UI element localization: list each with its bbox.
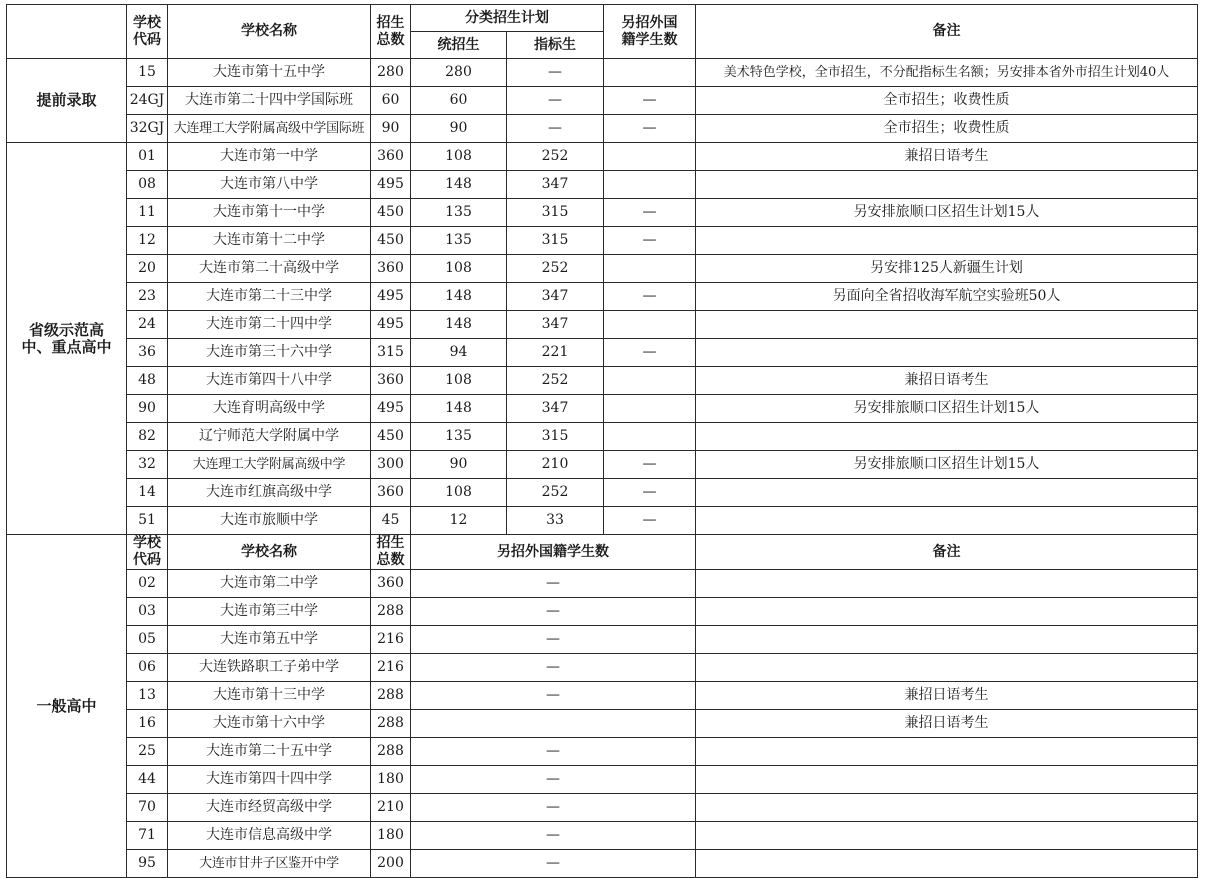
foreign-count: — bbox=[411, 654, 696, 682]
note bbox=[696, 339, 1198, 367]
total-count: 360 bbox=[371, 570, 411, 598]
unified-count: 148 bbox=[411, 311, 507, 339]
total-count: 495 bbox=[371, 395, 411, 423]
school-name: 大连市第五中学 bbox=[168, 626, 371, 654]
school-name: 大连市第八中学 bbox=[168, 171, 371, 199]
early-row bbox=[7, 87, 1198, 115]
foreign-count bbox=[604, 367, 696, 395]
total-count: 495 bbox=[371, 311, 411, 339]
foreign-count bbox=[604, 395, 696, 423]
school-name: 大连理工大学附属高级中学 bbox=[168, 451, 371, 479]
school-code: 24 bbox=[127, 311, 168, 339]
key-school-row bbox=[7, 395, 1198, 423]
foreign-count bbox=[604, 171, 696, 199]
foreign-header: 另招外国 籍学生数 bbox=[604, 5, 696, 59]
general-school-row bbox=[7, 766, 1198, 794]
school-code: 14 bbox=[127, 479, 168, 507]
quota-count: 33 bbox=[507, 507, 604, 535]
school-name: 大连市第二十三中学 bbox=[168, 283, 371, 311]
unified-count: 148 bbox=[411, 283, 507, 311]
school-code: 32 bbox=[127, 451, 168, 479]
total-count: 360 bbox=[371, 255, 411, 283]
key-school-row bbox=[7, 507, 1198, 535]
note bbox=[696, 479, 1198, 507]
total-count: 360 bbox=[371, 367, 411, 395]
note bbox=[696, 598, 1198, 626]
school-name: 大连市第十二中学 bbox=[168, 227, 371, 255]
early-row bbox=[7, 59, 1198, 87]
quota-count: — bbox=[507, 59, 604, 87]
note bbox=[696, 570, 1198, 598]
total-count: 288 bbox=[371, 598, 411, 626]
unified-count: 135 bbox=[411, 423, 507, 451]
foreign-count: — bbox=[604, 339, 696, 367]
foreign-count: — bbox=[604, 227, 696, 255]
total-count: 90 bbox=[371, 115, 411, 143]
school-name: 大连市甘井子区鉴开中学 bbox=[168, 850, 371, 878]
school-code: 82 bbox=[127, 423, 168, 451]
unified-count: 148 bbox=[411, 171, 507, 199]
foreign-count: — bbox=[411, 766, 696, 794]
key-school-row bbox=[7, 479, 1198, 507]
school-code: 95 bbox=[127, 850, 168, 878]
foreign-count: — bbox=[411, 626, 696, 654]
foreign-count bbox=[604, 255, 696, 283]
school-name: 大连市经贸高级中学 bbox=[168, 794, 371, 822]
school-code: 25 bbox=[127, 738, 168, 766]
school-name: 大连市第二十四中学 bbox=[168, 311, 371, 339]
school-code: 44 bbox=[127, 766, 168, 794]
total-count: 180 bbox=[371, 766, 411, 794]
foreign-count bbox=[604, 143, 696, 171]
foreign-count bbox=[604, 59, 696, 87]
header-row bbox=[7, 5, 1198, 32]
unified-count: 108 bbox=[411, 143, 507, 171]
total-count: 450 bbox=[371, 227, 411, 255]
total-header: 招生 总数 bbox=[371, 5, 411, 59]
total-count: 180 bbox=[371, 822, 411, 850]
note bbox=[696, 738, 1198, 766]
school-name: 大连市第三中学 bbox=[168, 598, 371, 626]
name-header: 学校名称 bbox=[168, 535, 371, 570]
code-header: 学校 代码 bbox=[127, 5, 168, 59]
note: 美术特色学校，全市招生，不分配指标生名额；另安排本省外市招生计划40人 bbox=[696, 59, 1198, 87]
foreign-count: — bbox=[411, 598, 696, 626]
category-key: 省级示范高 中、重点高中 bbox=[7, 143, 127, 535]
quota-count: 221 bbox=[507, 339, 604, 367]
early-row bbox=[7, 115, 1198, 143]
school-name: 大连市第二十五中学 bbox=[168, 738, 371, 766]
total-count: 495 bbox=[371, 171, 411, 199]
note bbox=[696, 654, 1198, 682]
school-name: 大连市信息高级中学 bbox=[168, 822, 371, 850]
total-count: 210 bbox=[371, 794, 411, 822]
note bbox=[696, 794, 1198, 822]
key-school-row bbox=[7, 339, 1198, 367]
total-count: 45 bbox=[371, 507, 411, 535]
total-count: 288 bbox=[371, 738, 411, 766]
foreign-count: — bbox=[604, 283, 696, 311]
total-count: 360 bbox=[371, 143, 411, 171]
foreign-count: — bbox=[604, 479, 696, 507]
total-count: 495 bbox=[371, 283, 411, 311]
unified-count: 148 bbox=[411, 395, 507, 423]
school-name: 大连市第四十八中学 bbox=[168, 367, 371, 395]
total-count: 360 bbox=[371, 479, 411, 507]
total-header: 招生 总数 bbox=[371, 535, 411, 570]
school-code: 15 bbox=[127, 59, 168, 87]
school-code: 02 bbox=[127, 570, 168, 598]
quota-count: 210 bbox=[507, 451, 604, 479]
foreign-count: — bbox=[411, 682, 696, 710]
unified-count: 108 bbox=[411, 255, 507, 283]
note bbox=[696, 850, 1198, 878]
note bbox=[696, 227, 1198, 255]
key-school-row bbox=[7, 171, 1198, 199]
total-count: 315 bbox=[371, 339, 411, 367]
school-name: 大连理工大学附属高级中学国际班 bbox=[168, 115, 371, 143]
quota-count: 347 bbox=[507, 283, 604, 311]
school-code: 11 bbox=[127, 199, 168, 227]
note: 另面向全省招收海军航空实验班50人 bbox=[696, 283, 1198, 311]
total-count: 216 bbox=[371, 654, 411, 682]
school-code: 71 bbox=[127, 822, 168, 850]
foreign-count: — bbox=[604, 87, 696, 115]
school-code: 23 bbox=[127, 283, 168, 311]
general-school-row bbox=[7, 626, 1198, 654]
quota-count: — bbox=[507, 87, 604, 115]
key-school-row bbox=[7, 311, 1198, 339]
note: 兼招日语考生 bbox=[696, 143, 1198, 171]
quota-count: 315 bbox=[507, 199, 604, 227]
note: 另安排旅顺口区招生计划15人 bbox=[696, 199, 1198, 227]
quota-count: 252 bbox=[507, 255, 604, 283]
quota-count: 315 bbox=[507, 227, 604, 255]
general-school-row bbox=[7, 738, 1198, 766]
key-school-row bbox=[7, 255, 1198, 283]
unified-count: 90 bbox=[411, 451, 507, 479]
total-count: 450 bbox=[371, 423, 411, 451]
school-code: 90 bbox=[127, 395, 168, 423]
foreign-count bbox=[604, 423, 696, 451]
school-name: 大连市第十六中学 bbox=[168, 710, 371, 738]
name-header: 学校名称 bbox=[168, 5, 371, 59]
school-name: 大连铁路职工子弟中学 bbox=[168, 654, 371, 682]
unified-header: 统招生 bbox=[411, 32, 507, 59]
foreign-count: — bbox=[411, 738, 696, 766]
general-school-row bbox=[7, 850, 1198, 878]
note: 全市招生；收费性质 bbox=[696, 87, 1198, 115]
school-code: 03 bbox=[127, 598, 168, 626]
school-name: 大连市第三十六中学 bbox=[168, 339, 371, 367]
foreign-count: — bbox=[411, 850, 696, 878]
school-code: 32GJ bbox=[127, 115, 168, 143]
school-code: 13 bbox=[127, 682, 168, 710]
general-school-row bbox=[7, 598, 1198, 626]
foreign-count: — bbox=[604, 451, 696, 479]
school-name: 大连市第十一中学 bbox=[168, 199, 371, 227]
school-code: 48 bbox=[127, 367, 168, 395]
school-code: 08 bbox=[127, 171, 168, 199]
note bbox=[696, 626, 1198, 654]
total-count: 60 bbox=[371, 87, 411, 115]
unified-count: 280 bbox=[411, 59, 507, 87]
enrollment-plan-table bbox=[6, 4, 1198, 878]
school-code: 51 bbox=[127, 507, 168, 535]
general-school-row bbox=[7, 654, 1198, 682]
quota-count: 347 bbox=[507, 311, 604, 339]
category-early: 提前录取 bbox=[7, 59, 127, 143]
school-code: 70 bbox=[127, 794, 168, 822]
school-name: 辽宁师范大学附属中学 bbox=[168, 423, 371, 451]
school-code: 05 bbox=[127, 626, 168, 654]
school-name: 大连市第四十四中学 bbox=[168, 766, 371, 794]
quota-count: 347 bbox=[507, 395, 604, 423]
school-name: 大连市旅顺中学 bbox=[168, 507, 371, 535]
category-general: 一般高中 bbox=[7, 535, 127, 878]
total-count: 216 bbox=[371, 626, 411, 654]
notes-header: 备注 bbox=[696, 535, 1198, 570]
school-name: 大连市第十五中学 bbox=[168, 59, 371, 87]
foreign-header: 另招外国籍学生数 bbox=[411, 535, 696, 570]
key-school-row bbox=[7, 199, 1198, 227]
general-school-row bbox=[7, 710, 1198, 738]
note bbox=[696, 822, 1198, 850]
unified-count: 135 bbox=[411, 227, 507, 255]
note: 兼招日语考生 bbox=[696, 710, 1198, 738]
quota-count: 252 bbox=[507, 143, 604, 171]
quota-count: 252 bbox=[507, 367, 604, 395]
foreign-count: — bbox=[411, 570, 696, 598]
note: 兼招日语考生 bbox=[696, 367, 1198, 395]
foreign-count bbox=[411, 710, 696, 738]
category-header-cell bbox=[7, 5, 127, 59]
general-school-row bbox=[7, 682, 1198, 710]
unified-count: 108 bbox=[411, 479, 507, 507]
quota-header: 指标生 bbox=[507, 32, 604, 59]
total-count: 300 bbox=[371, 451, 411, 479]
note: 另安排125人新疆生计划 bbox=[696, 255, 1198, 283]
unified-count: 108 bbox=[411, 367, 507, 395]
school-name: 大连市第二十四中学国际班 bbox=[168, 87, 371, 115]
code-header: 学校 代码 bbox=[127, 535, 168, 570]
key-school-row bbox=[7, 227, 1198, 255]
note bbox=[696, 311, 1198, 339]
school-code: 12 bbox=[127, 227, 168, 255]
general-school-row bbox=[7, 794, 1198, 822]
quota-count: — bbox=[507, 115, 604, 143]
school-name: 大连市第一中学 bbox=[168, 143, 371, 171]
foreign-count: — bbox=[604, 199, 696, 227]
general-school-row bbox=[7, 822, 1198, 850]
school-code: 16 bbox=[127, 710, 168, 738]
school-code: 01 bbox=[127, 143, 168, 171]
key-school-row bbox=[7, 423, 1198, 451]
note: 另安排旅顺口区招生计划15人 bbox=[696, 451, 1198, 479]
school-code: 20 bbox=[127, 255, 168, 283]
total-count: 280 bbox=[371, 59, 411, 87]
note bbox=[696, 171, 1198, 199]
foreign-count: — bbox=[411, 794, 696, 822]
quota-count: 252 bbox=[507, 479, 604, 507]
foreign-count: — bbox=[604, 507, 696, 535]
foreign-count: — bbox=[604, 115, 696, 143]
school-code: 06 bbox=[127, 654, 168, 682]
quota-count: 347 bbox=[507, 171, 604, 199]
quota-count: 315 bbox=[507, 423, 604, 451]
key-school-row bbox=[7, 143, 1198, 171]
total-count: 288 bbox=[371, 682, 411, 710]
total-count: 288 bbox=[371, 710, 411, 738]
note: 另安排旅顺口区招生计划15人 bbox=[696, 395, 1198, 423]
unified-count: 12 bbox=[411, 507, 507, 535]
note bbox=[696, 507, 1198, 535]
notes-header: 备注 bbox=[696, 5, 1198, 59]
note: 全市招生；收费性质 bbox=[696, 115, 1198, 143]
plan-header: 分类招生计划 bbox=[411, 5, 604, 32]
note: 兼招日语考生 bbox=[696, 682, 1198, 710]
school-name: 大连市第二十高级中学 bbox=[168, 255, 371, 283]
key-school-row bbox=[7, 451, 1198, 479]
total-count: 450 bbox=[371, 199, 411, 227]
note bbox=[696, 423, 1198, 451]
key-school-row bbox=[7, 367, 1198, 395]
school-name: 大连市第二中学 bbox=[168, 570, 371, 598]
school-code: 36 bbox=[127, 339, 168, 367]
general-school-row bbox=[7, 570, 1198, 598]
key-school-row bbox=[7, 283, 1198, 311]
foreign-count bbox=[604, 311, 696, 339]
unified-count: 94 bbox=[411, 339, 507, 367]
school-name: 大连育明高级中学 bbox=[168, 395, 371, 423]
note bbox=[696, 766, 1198, 794]
foreign-count: — bbox=[411, 822, 696, 850]
unified-count: 135 bbox=[411, 199, 507, 227]
unified-count: 60 bbox=[411, 87, 507, 115]
school-code: 24GJ bbox=[127, 87, 168, 115]
school-name: 大连市红旗高级中学 bbox=[168, 479, 371, 507]
unified-count: 90 bbox=[411, 115, 507, 143]
table-body bbox=[7, 5, 1198, 878]
school-name: 大连市第十三中学 bbox=[168, 682, 371, 710]
total-count: 200 bbox=[371, 850, 411, 878]
